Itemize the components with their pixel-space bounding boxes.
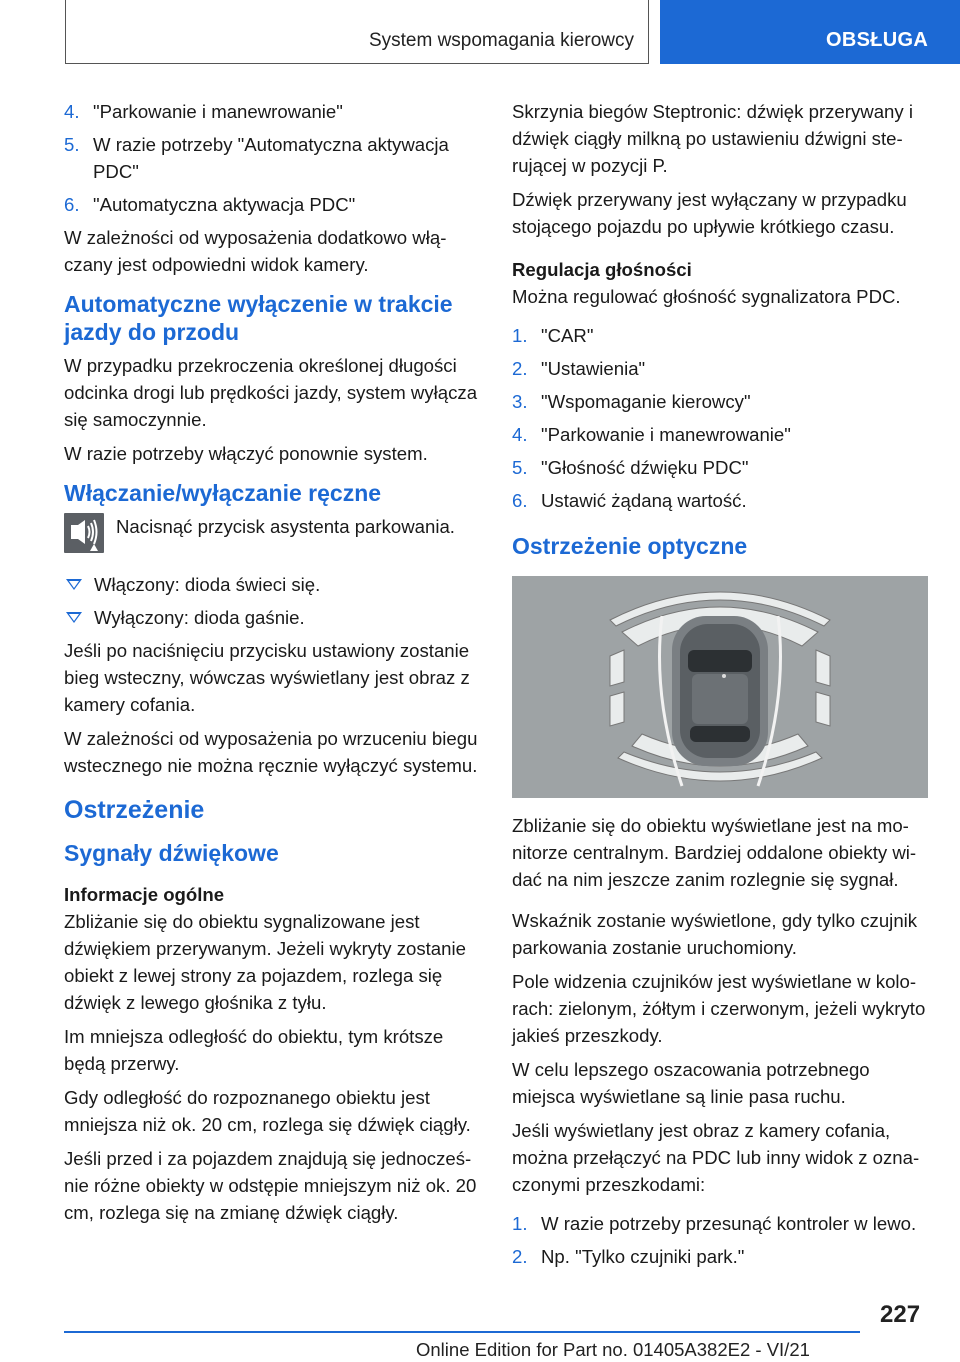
- step-number: 6.: [64, 194, 80, 215]
- paragraph: Można regulować głośność sygnalizatora PDC.: [512, 286, 901, 307]
- button-instruction-text: Nacisnąć przycisk asystenta parkowania.: [116, 516, 455, 537]
- list-item: [512, 454, 930, 481]
- paragraph: Jeśli wyświetlany jest obraz z kamery cofania, można przełączyć na PDC lub inny widok z oznaczonymi przeszkodami:: [512, 1120, 920, 1195]
- heading-optical: Ostrzeżenie optyczne: [512, 533, 748, 559]
- heading-general: Informacje ogólne: [64, 884, 225, 905]
- car-top-view-image: [512, 576, 928, 798]
- step-number: 5.: [512, 457, 528, 478]
- chapter-tab: [660, 0, 960, 64]
- footer-divider: [64, 1331, 860, 1333]
- section-title: System wspomagania kierowcy: [368, 30, 634, 51]
- heading-sound: Sygnały dźwiękowe: [64, 840, 279, 866]
- step-text: W razie potrzeby "Automatyczna aktywacja PDC": [93, 134, 449, 182]
- status-bullet-list: [64, 571, 480, 631]
- list-item: [64, 98, 480, 125]
- paragraph: W zależności od wyposażenia dodatkowo włączany jest odpowiedni widok kamery.: [64, 227, 447, 275]
- parking-assistant-button-icon: [64, 513, 104, 553]
- list-item: [512, 355, 930, 382]
- step-text: "Głośność dźwięku PDC": [541, 457, 749, 478]
- paragraph: Zbliżanie się do obiektu sygnalizowane jest dźwiękiem przerywanym. Jeżeli wykryty zostanie obiekt z lewej strony za pojazdem, rozlega się dźwięk z lewego głośnika z tyłu.: [64, 911, 466, 1013]
- step-text: "Ustawienia": [541, 358, 646, 379]
- heading-volume: Regulacja głośności: [512, 259, 692, 280]
- bullet-text: Wyłączony: dioda gaśnie.: [94, 607, 305, 628]
- step-number: 6.: [512, 490, 528, 511]
- header-box: [65, 0, 649, 64]
- step-number: 2.: [512, 1246, 528, 1267]
- bullet-triangle-icon: [66, 612, 82, 623]
- bullet-text: Włączony: dioda świeci się.: [94, 574, 321, 595]
- step-text: W razie potrzeby przesunąć kontroler w lewo.: [541, 1213, 917, 1234]
- list-item: [64, 191, 480, 218]
- paragraph: Dźwięk przerywany jest wyłączany w przypadku stojącego pojazdu po upływie krótkiego czasu.: [512, 189, 907, 237]
- paragraph: Skrzynia biegów Steptronic: dźwięk przerywany i dźwięk ciągły milkną po ustawieniu dźwigni sterującej w pozycji P.: [512, 101, 913, 176]
- step-text: Np. "Tylko czujniki park.": [541, 1246, 745, 1267]
- heading-manual: Włączanie/wyłączanie ręczne: [64, 480, 382, 506]
- volume-steps-list: [512, 322, 930, 514]
- paragraph: Jeśli po naciśnięciu przycisku ustawiony zostanie bieg wsteczny, wówczas wyświetlany jest obraz z kamery cofania.: [64, 640, 470, 715]
- step-text: "Parkowanie i manewrowanie": [541, 424, 791, 445]
- heading-auto-off: Automatyczne wyłączenie w trakcie jazdy do przodu: [64, 291, 453, 345]
- paragraph: Im mniejsza odległość do obiektu, tym krótsze będą przerwy.: [64, 1026, 444, 1074]
- list-item: [512, 388, 930, 415]
- step-number: 4.: [64, 101, 80, 122]
- step-text: "CAR": [541, 325, 594, 346]
- step-number: 3.: [512, 391, 528, 412]
- step-number: 2.: [512, 358, 528, 379]
- step-text: "Parkowanie i manewrowanie": [93, 101, 343, 122]
- list-item: [512, 322, 930, 349]
- list-item: [64, 604, 480, 631]
- bullet-triangle-icon: [66, 579, 82, 590]
- paragraph: Pole widzenia czujników jest wyświetlane w kolorach: zielonym, żółtym i czerwonym, jeżeli wykryto jakieś przeszkody.: [512, 971, 926, 1046]
- step-number: 4.: [512, 424, 528, 445]
- camera-steps-list: [512, 1210, 930, 1270]
- list-item: [512, 1210, 930, 1237]
- steps-top-list: [64, 98, 480, 218]
- step-text: "Automatyczna aktywacja PDC": [93, 194, 356, 215]
- step-number: 1.: [512, 1213, 528, 1234]
- paragraph: Zbliżanie się do obiektu wyświetlane jest na monitorze centralnym. Bardziej oddalone obiekty widać na nim jeszcze zanim rozlegnie się sygnał.: [512, 815, 917, 890]
- paragraph: W zależności od wyposażenia po wrzuceniu biegu wstecznego nie można ręcznie wyłączyć systemu.: [64, 728, 478, 776]
- page-number: 227: [880, 1301, 921, 1328]
- chapter-tab-label: OBSŁUGA: [826, 29, 929, 51]
- list-item: [512, 421, 930, 448]
- step-text: "Wspomaganie kierowcy": [541, 391, 751, 412]
- list-item: [64, 571, 480, 598]
- list-item: [512, 1243, 930, 1270]
- paragraph: W przypadku przekroczenia określonej długości odcinka drogi lub prędkości jazdy, system wyłącza się samoczynnie.: [64, 355, 478, 430]
- paragraph: W celu lepszego oszacowania potrzebnego miejsca wyświetlane są linie pasa ruchu.: [512, 1059, 870, 1107]
- step-number: 5.: [64, 134, 80, 155]
- paragraph: Jeśli przed i za pojazdem znajdują się jednocześnie różne obiekty w odstępie mniejszym niż ok. 20 cm, rozlega się na zmianę dźwięk ciągły.: [64, 1148, 477, 1223]
- step-text: Ustawić żądaną wartość.: [541, 490, 747, 511]
- right-column: [512, 98, 930, 1276]
- paragraph: Gdy odległość do rozpoznanego obiektu jest mniejsza niż ok. 20 cm, rozlega się dźwięk ciągły.: [64, 1087, 471, 1135]
- heading-warning: Ostrzeżenie: [64, 796, 205, 824]
- list-item: [512, 487, 930, 514]
- edition-note: Online Edition for Part no. 01405A382E2 - VI/21: [416, 1339, 810, 1360]
- paragraph: Wskaźnik zostanie wyświetlone, gdy tylko czujnik parkowania zostanie uruchomiony.: [512, 910, 918, 958]
- paragraph: W razie potrzeby włączyć ponownie system.: [64, 443, 428, 464]
- button-instruction: [64, 513, 480, 557]
- list-item: [64, 131, 480, 185]
- left-column: [64, 98, 480, 1233]
- step-number: 1.: [512, 325, 528, 346]
